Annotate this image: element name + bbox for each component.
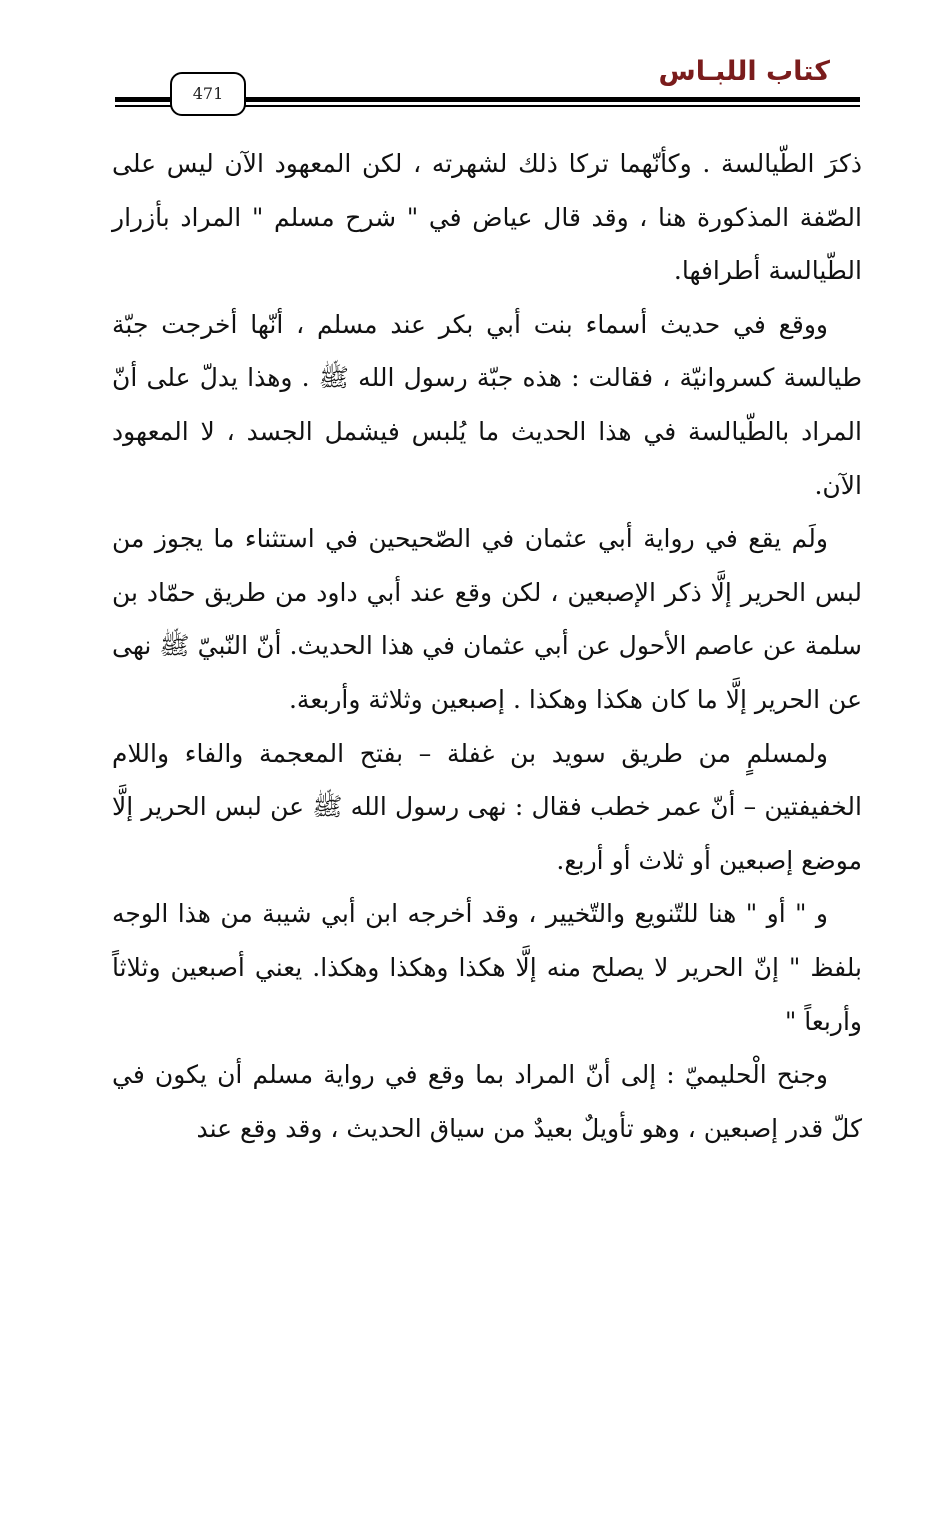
paragraph-4: ولمسلمٍ من طريق سويد بن غفلة – بفتح المعجمة والفاء واللام الخفيفتين – أنّ عمر خطب فقال : نهى رسول الله ﷺ عن لبس الحرير إلَّا موضع إصبعين أو ثلاث أو أربع.: [112, 738, 862, 875]
page-header: [0, 0, 945, 130]
paragraph-6: وجنح الْحليميّ : إلى أنّ المراد بما وقع في رواية مسلم أن يكون في كلّ قدر إصبعين ، وهو تأويلٌ بعيدٌ من سياق الحديث ، وقد وقع عند: [112, 1060, 862, 1143]
paragraph-1: ذكرَ الطّيالسة . وكأنّهما تركا ذلك لشهرته ، لكن المعهود الآن ليس على الصّفة المذكورة هنا ، وقد قال عياض في " شرح مسلم " المراد بأزرار الطّيالسة أطرافها.: [112, 149, 862, 286]
paragraph-2: ووقع في حديث أسماء بنت أبي بكر عند مسلم ، أنّها أخرجت جبّة طيالسة كسروانيّة ، فقالت : هذه جبّة رسول الله ﷺ . وهذا يدلّ على أنّ المراد بالطّيالسة في هذا الحديث ما يُلبس فيشمل الجسد ، لا المعهود الآن.: [112, 309, 862, 500]
body-text: [112, 137, 862, 1155]
page-number: 471: [170, 72, 246, 116]
paragraph-5: و " أو " هنا للتّنويع والتّخيير ، وقد أخرجه ابن أبي شيبة من هذا الوجه بلفظ " إنّ الحرير لا يصلح منه إلَّا هكذا وهكذا وهكذا. يعني أصبعين وثلاثاً وأربعاً ": [112, 899, 862, 1036]
paragraph-3: ولَم يقع في رواية أبي عثمان في الصّحيحين في استثناء ما يجوز من لبس الحرير إلَّا ذكر الإصبعين ، لكن وقع عند أبي داود من طريق حمّاد بن سلمة عن عاصم الأحول عن أبي عثمان في هذا الحديث. أنّ النّبيّ ﷺ نهى عن الحرير إلَّا ما كان هكذا وهكذا . إصبعين وثلاثة وأربعة.: [112, 524, 862, 714]
book-title: كتاب اللبـاس: [658, 56, 830, 87]
